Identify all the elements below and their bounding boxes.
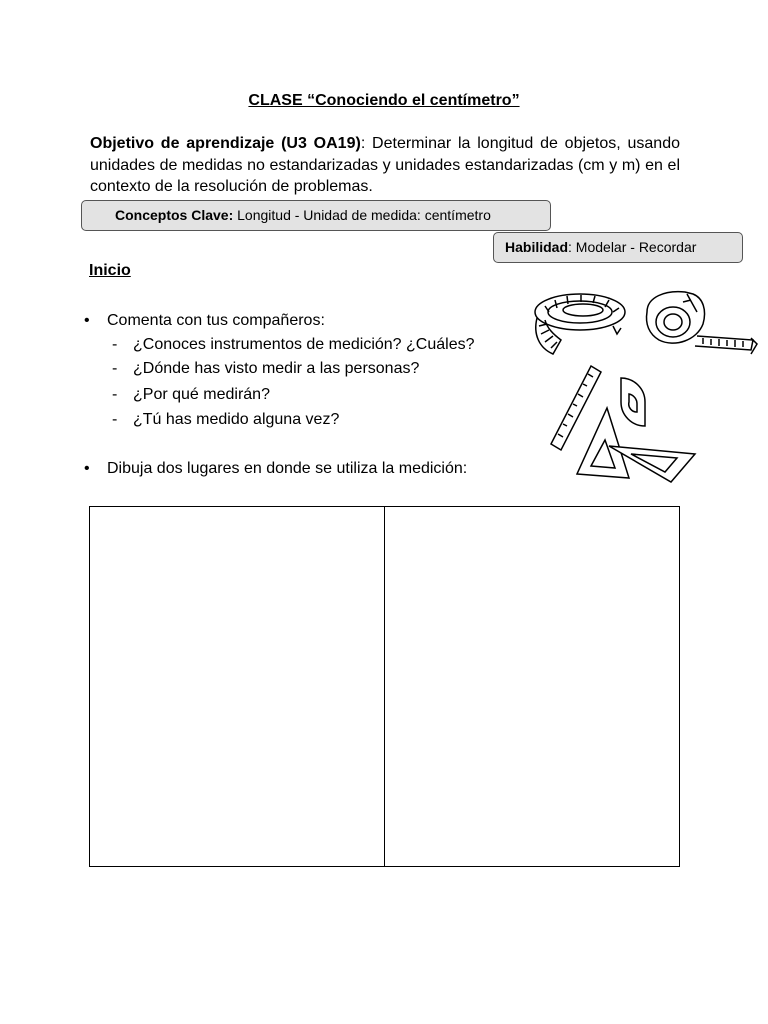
- bullet-item: [84, 311, 325, 331]
- bullet-text: Dibuja dos lugares en donde se utiliza la medición:: [107, 460, 468, 477]
- question-text: ¿Dónde has visto medir a las personas?: [133, 360, 420, 377]
- bullet-icon: •: [84, 460, 90, 477]
- key-concepts-box: [81, 200, 551, 231]
- learning-objective: [90, 133, 680, 198]
- skill-label: Habilidad: [505, 239, 569, 255]
- skill-value: : Modelar - Recordar: [568, 239, 697, 255]
- key-concepts-label: Conceptos Clave:: [115, 207, 234, 223]
- page-title: CLASE “Conociendo el centímetro”: [248, 92, 520, 109]
- question-item: [112, 386, 270, 404]
- key-concepts-value: Longitud - Unidad de medida: centímetro: [233, 207, 491, 223]
- question-text: ¿Conoces instrumentos de medición? ¿Cuáles?: [133, 336, 475, 353]
- question-item: [112, 360, 420, 378]
- measuring-tools-illustration: [525, 282, 760, 497]
- objective-text: : Determinar la longitud de objetos, usando unidades de medidas no estandarizadas y unidades estandarizadas (cm y m) en el contexto de la resolución de problemas.: [90, 135, 680, 195]
- dash-icon: -: [112, 386, 118, 403]
- bullet-item: [84, 459, 468, 479]
- tape-measure-icon: [647, 292, 758, 354]
- question-item: [112, 411, 340, 429]
- bullet-icon: •: [84, 312, 90, 329]
- question-item: [112, 336, 475, 354]
- section-heading-inicio: Inicio: [89, 262, 131, 279]
- question-text: ¿Por qué medirán?: [133, 386, 270, 403]
- drawing-area-left[interactable]: [90, 507, 384, 866]
- dash-icon: -: [112, 360, 118, 377]
- bullet-text: Comenta con tus compañeros:: [107, 312, 325, 329]
- dash-icon: -: [112, 336, 118, 353]
- drawing-area-right[interactable]: [384, 507, 679, 866]
- measuring-tape-roll-icon: [535, 294, 625, 354]
- drawing-answer-table: [89, 506, 680, 867]
- skill-box: [493, 232, 743, 263]
- dash-icon: -: [112, 411, 118, 428]
- protractor-icon: [621, 378, 645, 426]
- question-text: ¿Tú has medido alguna vez?: [133, 411, 340, 428]
- objective-label: Objetivo de aprendizaje (U3 OA19): [90, 135, 361, 152]
